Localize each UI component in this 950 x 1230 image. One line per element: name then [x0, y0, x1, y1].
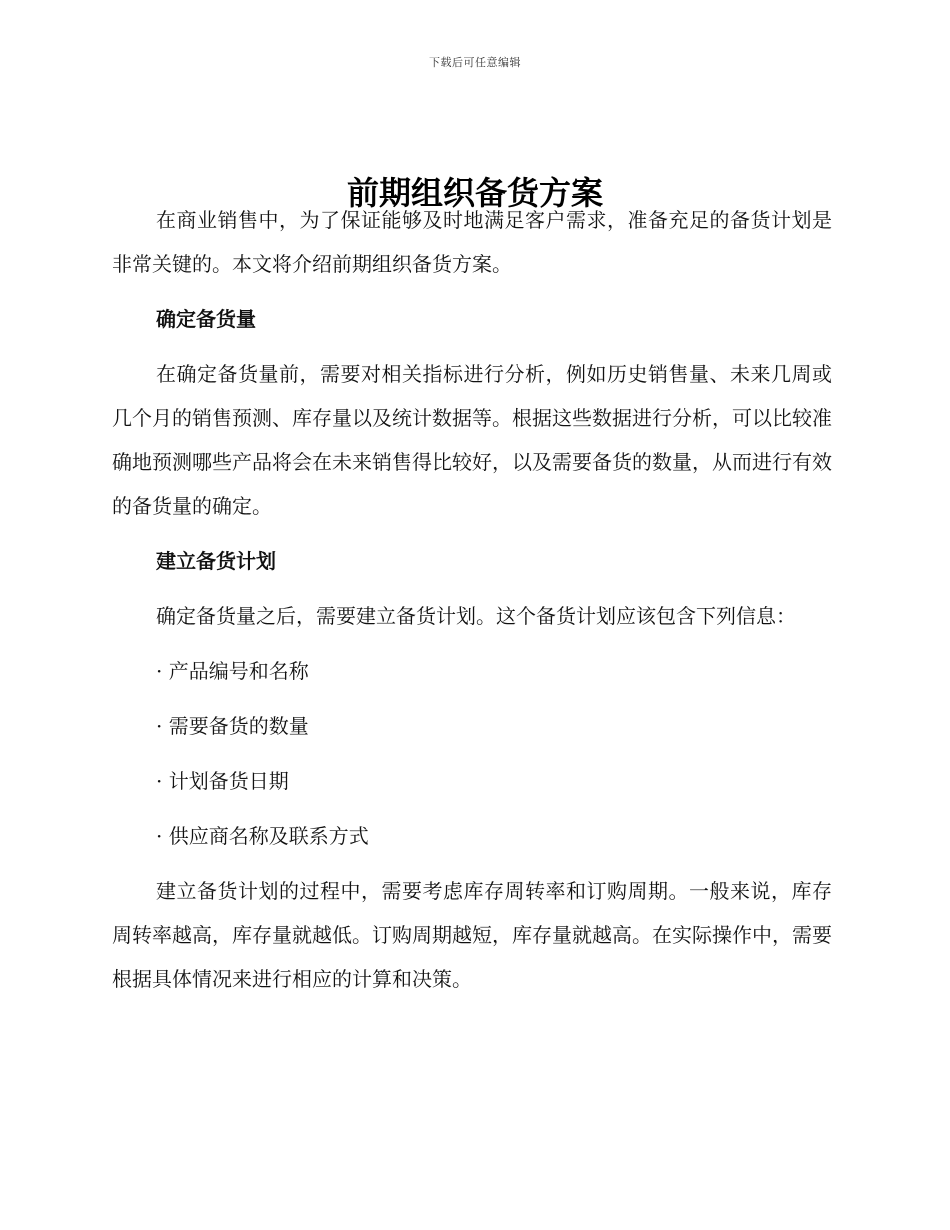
list-item: · 需要备货的数量 — [156, 714, 309, 738]
list-item: · 供应商名称及联系方式 — [156, 824, 369, 848]
list-item: · 计划备货日期 — [156, 769, 289, 793]
document-body — [112, 198, 832, 1012]
closing-paragraph: 建立备货计划的过程中，需要考虑库存周转率和订购周期。一般来说，库存周转率越高，库存量就越低。订购周期越短，库存量就越高。在实际操作中，需要根据具体情况来进行相应的计算和决策。 — [112, 879, 832, 991]
intro-paragraph: 在商业销售中，为了保证能够及时地满足客户需求，准备充足的备货计划是非常关键的。本文将介绍前期组织备货方案。 — [112, 208, 832, 276]
header-note: 下载后可任意编辑 — [429, 56, 521, 69]
section-heading-determine-stock: 确定备货量 — [156, 307, 256, 331]
list-item: · 产品编号和名称 — [156, 659, 309, 683]
section-heading-stock-plan: 建立备货计划 — [156, 549, 276, 573]
document-title: 前期组织备货方案 — [346, 174, 603, 213]
section-paragraph-stock-plan: 确定备货量之后，需要建立备货计划。这个备货计划应该包含下列信息： — [156, 604, 796, 628]
section-paragraph-determine-stock: 在确定备货量前，需要对相关指标进行分析，例如历史销售量、未来几周或几个月的销售预测、库存量以及统计数据等。根据这些数据进行分析，可以比较准确地预测哪些产品将会在未来销售得比较好，以及需要备货的数量，从而进行有效的备货量的确定。 — [112, 362, 832, 518]
